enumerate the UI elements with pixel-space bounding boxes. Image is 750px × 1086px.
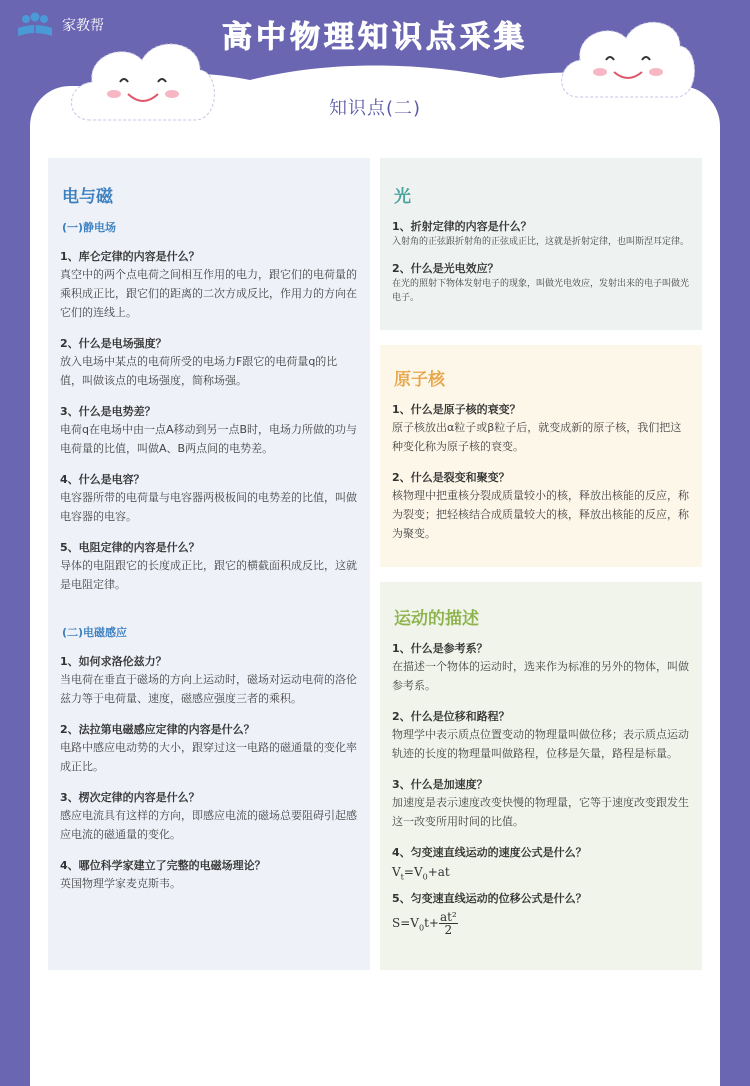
answer: 加速度是表示速度改变快慢的物理量，它等于速度改变跟发生这一改变所用时间的比值。 <box>392 796 689 828</box>
answer: 当电荷在垂直于磁场的方向上运动时，磁场对运动电荷的洛伦兹力等于电荷量、速度，磁感应强度三者的乘积。 <box>60 673 357 705</box>
question: 1、如何求洛伦兹力？ <box>60 655 167 668</box>
question: 1、什么是参考系？ <box>392 642 488 655</box>
answer: 真空中的两个点电荷之间相互作用的电力，跟它们的电荷量的乘积成正比，跟它们的距离的二次方成反比，作用力的方向在它们的连线上。 <box>60 268 357 319</box>
displacement-formula: $S=V_0t+$ $\frac{\text{at²}}{2}$ <box>392 910 457 938</box>
question: 4、匀变速直线运动的速度公式是什么？ <box>392 846 587 859</box>
answer: 核物理中把重核分裂成质量较小的核，释放出核能的反应，称为裂变；把轻核结合成质量较大的核，释放出核能的反应，称为聚变。 <box>392 489 689 540</box>
question: 2、什么是位移和路程？ <box>392 710 510 723</box>
question: 2、什么是电场强度？ <box>60 337 167 350</box>
answer: 电容器所带的电荷量与电容器两极板间的电势差的比值，叫做电容器的电容。 <box>60 491 357 523</box>
title-char: 理 <box>324 20 358 55</box>
panel-nucleus <box>380 345 702 567</box>
question: 2、法拉第电磁感应定律的内容是什么？ <box>60 723 255 736</box>
question: 3、什么是电势差？ <box>60 405 156 418</box>
question: 1、什么是原子核的衰变？ <box>392 403 521 416</box>
answer: 入射角的正弦跟折射角的正弦成正比，这就是折射定律，也叫斯涅耳定律。 <box>392 237 690 247</box>
title-char: 高 <box>222 20 256 55</box>
answer: 英国物理学家麦克斯韦。 <box>60 877 181 890</box>
title-char: 识 <box>392 20 426 55</box>
section-title: 运动的描述 <box>394 609 479 629</box>
page-subtitle: 知识点(二) <box>328 98 422 119</box>
question: 2、什么是裂变和聚变？ <box>392 471 510 484</box>
question: 4、哪位科学家建立了完整的电磁场理论？ <box>60 859 266 872</box>
answer: 放入电场中某点的电荷所受的电场力F跟它的电荷量q的比值，叫做该点的电场强度，简称场强。 <box>60 355 338 387</box>
question: 2、什么是光电效应？ <box>392 262 499 275</box>
section-title: 电与磁 <box>62 187 113 207</box>
answer: 物理学中表示质点位置变动的物理量叫做位移；表示质点运动轨迹的长度的物理量叫做路程，位移是矢量，路程是标量。 <box>392 728 689 760</box>
question: 5、匀变速直线运动的位移公式是什么？ <box>392 892 587 906</box>
answer: 在描述一个物体的运动时，选来作为标准的另外的物体，叫做参考系。 <box>392 660 689 692</box>
answer: 在光的照射下物体发射电子的现象，叫做光电效应，发射出来的电子叫做光电子。 <box>392 279 690 303</box>
question: 4、什么是电容？ <box>60 473 145 486</box>
section-title: 原子核 <box>394 370 445 390</box>
title-char: 集 <box>494 20 528 55</box>
answer: 电路中感应电动势的大小，跟穿过这一电路的磁通量的变化率成正比。 <box>60 741 357 773</box>
subsection-title: (二)电磁感应 <box>62 626 128 639</box>
answer: 电荷q在电场中由一点A移动到另一点B时，电场力所做的功与电荷量的比值，叫做A、B两点间的电势差。 <box>60 423 358 455</box>
panel-electromagnetism <box>48 158 370 970</box>
logo-text: 家教帮 <box>62 18 104 34</box>
subsection-title: (一)静电场 <box>62 221 117 234</box>
answer: 导体的电阻跟它的长度成正比，跟它的横截面积成反比，这就是电阻定律。 <box>60 559 357 591</box>
title-char: 知 <box>358 20 392 55</box>
title-char: 物 <box>290 20 324 55</box>
question: 1、库仑定律的内容是什么？ <box>60 250 200 263</box>
question: 3、楞次定律的内容是什么？ <box>60 791 200 804</box>
panel-motion <box>380 582 702 970</box>
title-char: 中 <box>256 20 290 55</box>
panel-light <box>380 158 702 330</box>
title-char: 点 <box>426 20 460 55</box>
title-char: 采 <box>460 20 494 55</box>
question: 1、折射定律的内容是什么？ <box>392 220 532 233</box>
section-title: 光 <box>394 187 411 207</box>
answer: 原子核放出α粒子或β粒子后，就变成新的原子核，我们把这种变化称为原子核的衰变。 <box>392 421 682 453</box>
answer: 感应电流具有这样的方向，即感应电流的磁场总要阻碍引起感应电流的磁通量的变化。 <box>60 809 357 841</box>
question: 3、什么是加速度？ <box>392 778 488 791</box>
velocity-formula: $V_t=V_0+at$ <box>392 865 450 882</box>
question: 5、电阻定律的内容是什么？ <box>60 541 200 554</box>
